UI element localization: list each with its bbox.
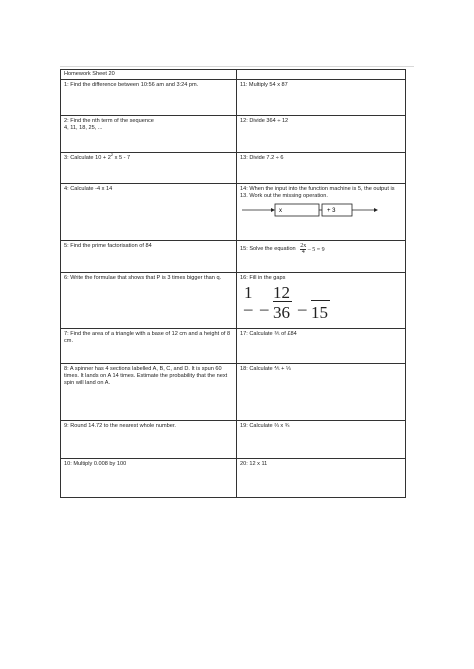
fraction-2-bar — [273, 301, 292, 302]
question-2-text: 2: Find the nth term of the sequence — [64, 118, 154, 124]
equals-sign-2: – — [298, 299, 307, 318]
question-16-text: 16: Fill in the gaps — [240, 275, 286, 281]
question-7: 7: Find the area of a triangle with a base of 12 cm and a height of 8 cm. — [61, 329, 237, 364]
equation-denominator: 4 — [301, 249, 305, 255]
question-17: 17: Calculate ⅗ of £84 — [237, 329, 406, 364]
question-5: 5: Find the prime factorisation of 84 — [61, 241, 237, 273]
question-18: 18: Calculate ⅘ + ⅓ — [237, 364, 406, 421]
table-row — [61, 116, 406, 153]
question-11: 11: Multiply 54 x 87 — [237, 80, 406, 116]
page-top-rule — [60, 66, 414, 67]
question-20: 20: 12 x 11 — [237, 459, 406, 498]
question-15-text: 15: Solve the equation — [240, 245, 296, 252]
question-14-text: 14: When the input into the function machine is 5, the output is 13. Work out the missing operation. — [240, 186, 395, 199]
equation — [300, 243, 325, 255]
question-3-rest: x 5 - 7 — [113, 155, 131, 161]
fraction-1-numerator: 1 — [244, 283, 253, 302]
table-row — [61, 241, 406, 273]
operation-box-1-label: x — [279, 208, 282, 214]
header-row — [61, 70, 406, 80]
table-row — [61, 184, 406, 241]
question-6: 6: Write the formulae that shows that P is 3 times bigger than q. — [61, 273, 237, 329]
question-4: 4: Calculate -4 x 14 — [61, 184, 237, 241]
question-8: 8: A spinner has 4 sections labelled A, B, C, and D. It is spun 60 times. It lands on A 14 times. Estimate the probability that the next spin will land on A. — [61, 364, 237, 421]
question-12: 12: Divide 364 ÷ 12 — [237, 116, 406, 153]
output-arrowhead — [374, 208, 378, 212]
fraction-3-bar — [311, 300, 330, 301]
question-3-exponent: 2 — [110, 152, 114, 158]
equation-numerator: 2x — [300, 243, 307, 249]
question-15 — [237, 241, 406, 273]
input-arrowhead — [271, 208, 275, 212]
question-16 — [237, 273, 406, 329]
function-machine-diagram — [240, 203, 406, 217]
question-2-sequence: 4, 11, 18, 25, ... — [64, 125, 103, 131]
question-9: 9: Round 14.72 to the nearest whole number. — [61, 421, 237, 459]
table-row — [61, 80, 406, 116]
fill-gaps-fractions — [240, 284, 402, 324]
table-row — [61, 153, 406, 184]
function-machine — [240, 203, 402, 217]
question-10: 10: Multiply 0.008 by 100 — [61, 459, 237, 498]
fraction-2-denominator: 36 — [273, 303, 290, 322]
question-3 — [61, 153, 237, 184]
table-row — [61, 421, 406, 459]
question-14 — [237, 184, 406, 241]
table-row — [61, 364, 406, 421]
homework-table — [60, 69, 406, 498]
header-right-cell — [237, 70, 406, 80]
equation-rest: – 5 = 9 — [307, 246, 325, 253]
equation-fraction — [300, 244, 306, 255]
sheet-title: Homework Sheet 20 — [61, 70, 237, 80]
question-2 — [61, 116, 237, 153]
table-row — [61, 329, 406, 364]
question-1: 1: Find the difference between 10:56 am and 3:24 pm. — [61, 80, 237, 116]
fraction-2-numerator: 12 — [273, 283, 290, 302]
question-13: 13: Divide 7.2 ÷ 6 — [237, 153, 406, 184]
table-row — [61, 459, 406, 498]
table-row — [61, 273, 406, 329]
operation-box-2-label: + 3 — [327, 208, 336, 214]
question-19: 19: Calculate ⅔ x ¾ — [237, 421, 406, 459]
equals-sign-1: – — [260, 299, 269, 318]
fraction-1-bar: – — [244, 299, 253, 318]
question-3-text: 3: Calculate 10 + 2 — [64, 155, 111, 161]
fraction-3-denominator: 15 — [311, 303, 328, 322]
